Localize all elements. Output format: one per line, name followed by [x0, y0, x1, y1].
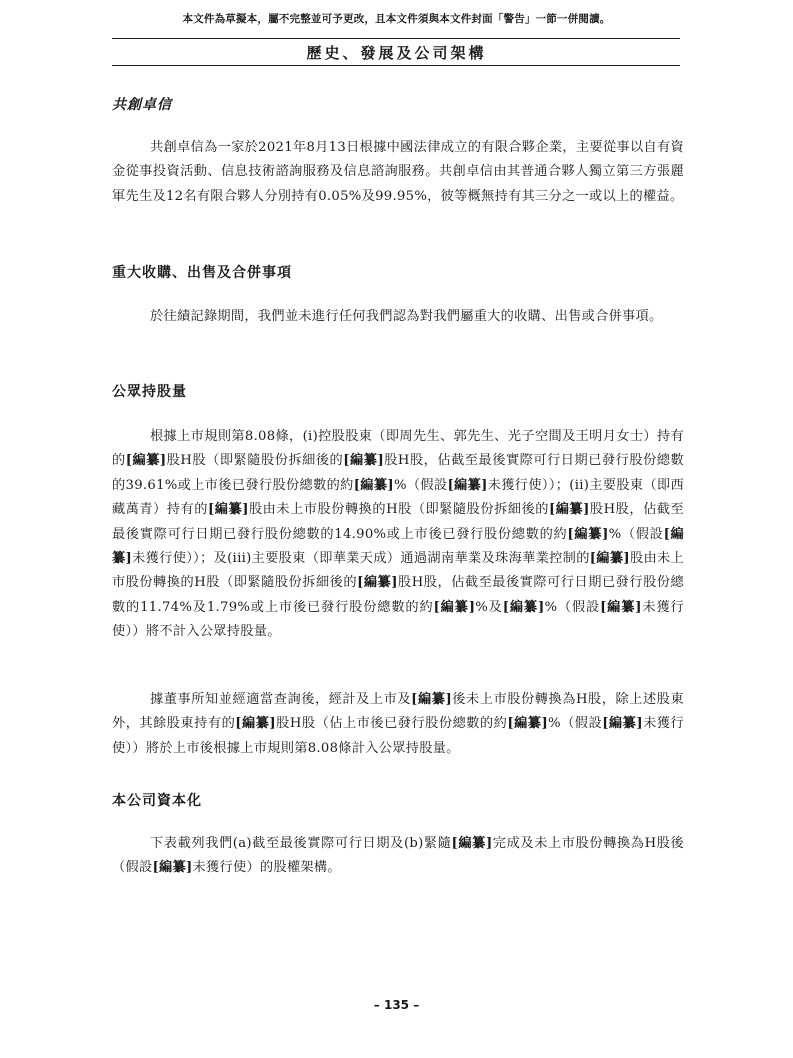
redacted-marker: [編纂] [411, 692, 452, 707]
gongchuang-heading: 共創卓信 [112, 97, 172, 113]
text-segment: %（假設 [544, 599, 601, 615]
redacted-marker: [編纂] [208, 502, 249, 518]
redacted-marker: [編纂] [567, 526, 609, 542]
text-segment: 股由未上市股份轉換的H股（即緊隨股份拆細後的 [248, 502, 549, 518]
text-segment: 未獲行使））將於上市後根據上市規則第8.08條計入公眾持股量。 [112, 716, 684, 756]
redacted-marker: [編纂] [502, 599, 545, 615]
text-segment: %及 [475, 599, 503, 615]
redacted-marker: [編纂] [507, 716, 549, 732]
redacted-marker: [編纂] [353, 477, 394, 493]
redacted-marker: [編纂] [433, 599, 476, 615]
redacted-marker: [編纂] [602, 716, 643, 732]
text-segment: 股H股，佔截至最後實際可行日期已發行股份總數的14.90%或上市後已發行股份總數的約 [112, 502, 684, 542]
public-float-paragraph-2 [112, 688, 684, 761]
redacted-marker: [編纂] [357, 575, 398, 591]
text-segment: %（假設 [548, 716, 603, 732]
text-segment: 完成及未上市股份轉換為H股後（假設 [112, 836, 685, 876]
text-segment: 股H股（即緊隨股份拆細後的 [166, 453, 344, 469]
text-segment: 未獲行使））將不計入公眾持股量。 [112, 599, 685, 640]
text-segment: 未獲行使））；(ii)主要股東（即西藏萬青）持有的 [112, 477, 684, 518]
text-segment: 據董事所知並經適當查詢後，經計及上市及 [150, 692, 412, 707]
chapter-title: 歷史、發展及公司架構 [306, 44, 487, 62]
draft-notice: 本文件為草擬本，屬不完整並可予更改，且本文件須與本文件封面「警告」一節一併閱讀。 [182, 13, 611, 25]
text-segment: 未獲行使）的股權架構。 [192, 860, 341, 876]
public-float-paragraph-1 [112, 425, 684, 645]
text-segment: 未獲行使））；及(iii)主要股東（即華業天成）通過湖南華業及珠海華業控制的 [132, 551, 590, 567]
text-segment: 根據上市規則第8.08條，(i)控股股東（即周先生、郭先生、光子空間及王明月女士）持有的 [112, 429, 684, 469]
redacted-marker: [編纂] [451, 836, 493, 851]
header-rule-bottom [112, 65, 680, 66]
text-segment: %（假設 [393, 477, 448, 493]
text-segment: 股H股，佔截至最後實際可行日期已發行股份總數的39.61%或上市後已發行股份總數的約 [112, 453, 684, 493]
public-float-heading: 公眾持股量 [112, 384, 187, 400]
redacted-marker: [編纂] [600, 599, 642, 615]
capitalization-heading: 本公司資本化 [112, 793, 202, 809]
capitalization-paragraph [112, 832, 684, 881]
text-segment: 股H股，佔截至最後實際可行日期已發行股份總數的11.74%及1.79%或上市後已發行股份總數的約 [112, 575, 684, 615]
text-segment: 股H股（佔上市後已發行股份總數的約 [275, 716, 508, 732]
acquisitions-heading: 重大收購、出售及合併事項 [112, 265, 292, 281]
text-segment: 下表載列我們(a)截至最後實際可行日期及(b)緊隨 [150, 836, 452, 851]
redacted-marker: [編纂] [589, 551, 630, 567]
header-rule-top [112, 38, 680, 39]
text-segment: 後未上市股份轉換為H股，除上述股東外，其餘股東持有的 [112, 692, 684, 732]
redacted-marker: [編纂] [235, 716, 276, 732]
gongchuang-paragraph: 共創卓信為一家於2021年8月13日根據中國法律成立的有限合夥企業，主要從事以自有資金從事投資活動、信息技術諮詢服務及信息諮詢服務。共創卓信由其普通合夥人獨立第三方張麗軍先生及12名有限合夥人分別持有0.05%及99.95%，彼等概無持有其三分之一或以上的權益。 [112, 140, 684, 204]
redacted-marker: [編纂] [447, 477, 488, 493]
redacted-marker: [編纂] [548, 502, 590, 518]
text-segment: %（假設 [608, 526, 664, 542]
page-number: – 135 – [373, 998, 420, 1012]
text-segment: 股由未上市股份轉換的H股（即緊隨股份拆細後的 [112, 551, 685, 591]
redacted-marker: [編纂] [112, 526, 685, 567]
acquisitions-paragraph: 於往績記錄期間，我們並未進行任何我們認為對我們屬重大的收購、出售或合併事項。 [150, 309, 663, 324]
redacted-marker: [編纂] [125, 453, 167, 469]
redacted-marker: [編纂] [343, 453, 384, 469]
redacted-marker: [編纂] [152, 860, 193, 876]
